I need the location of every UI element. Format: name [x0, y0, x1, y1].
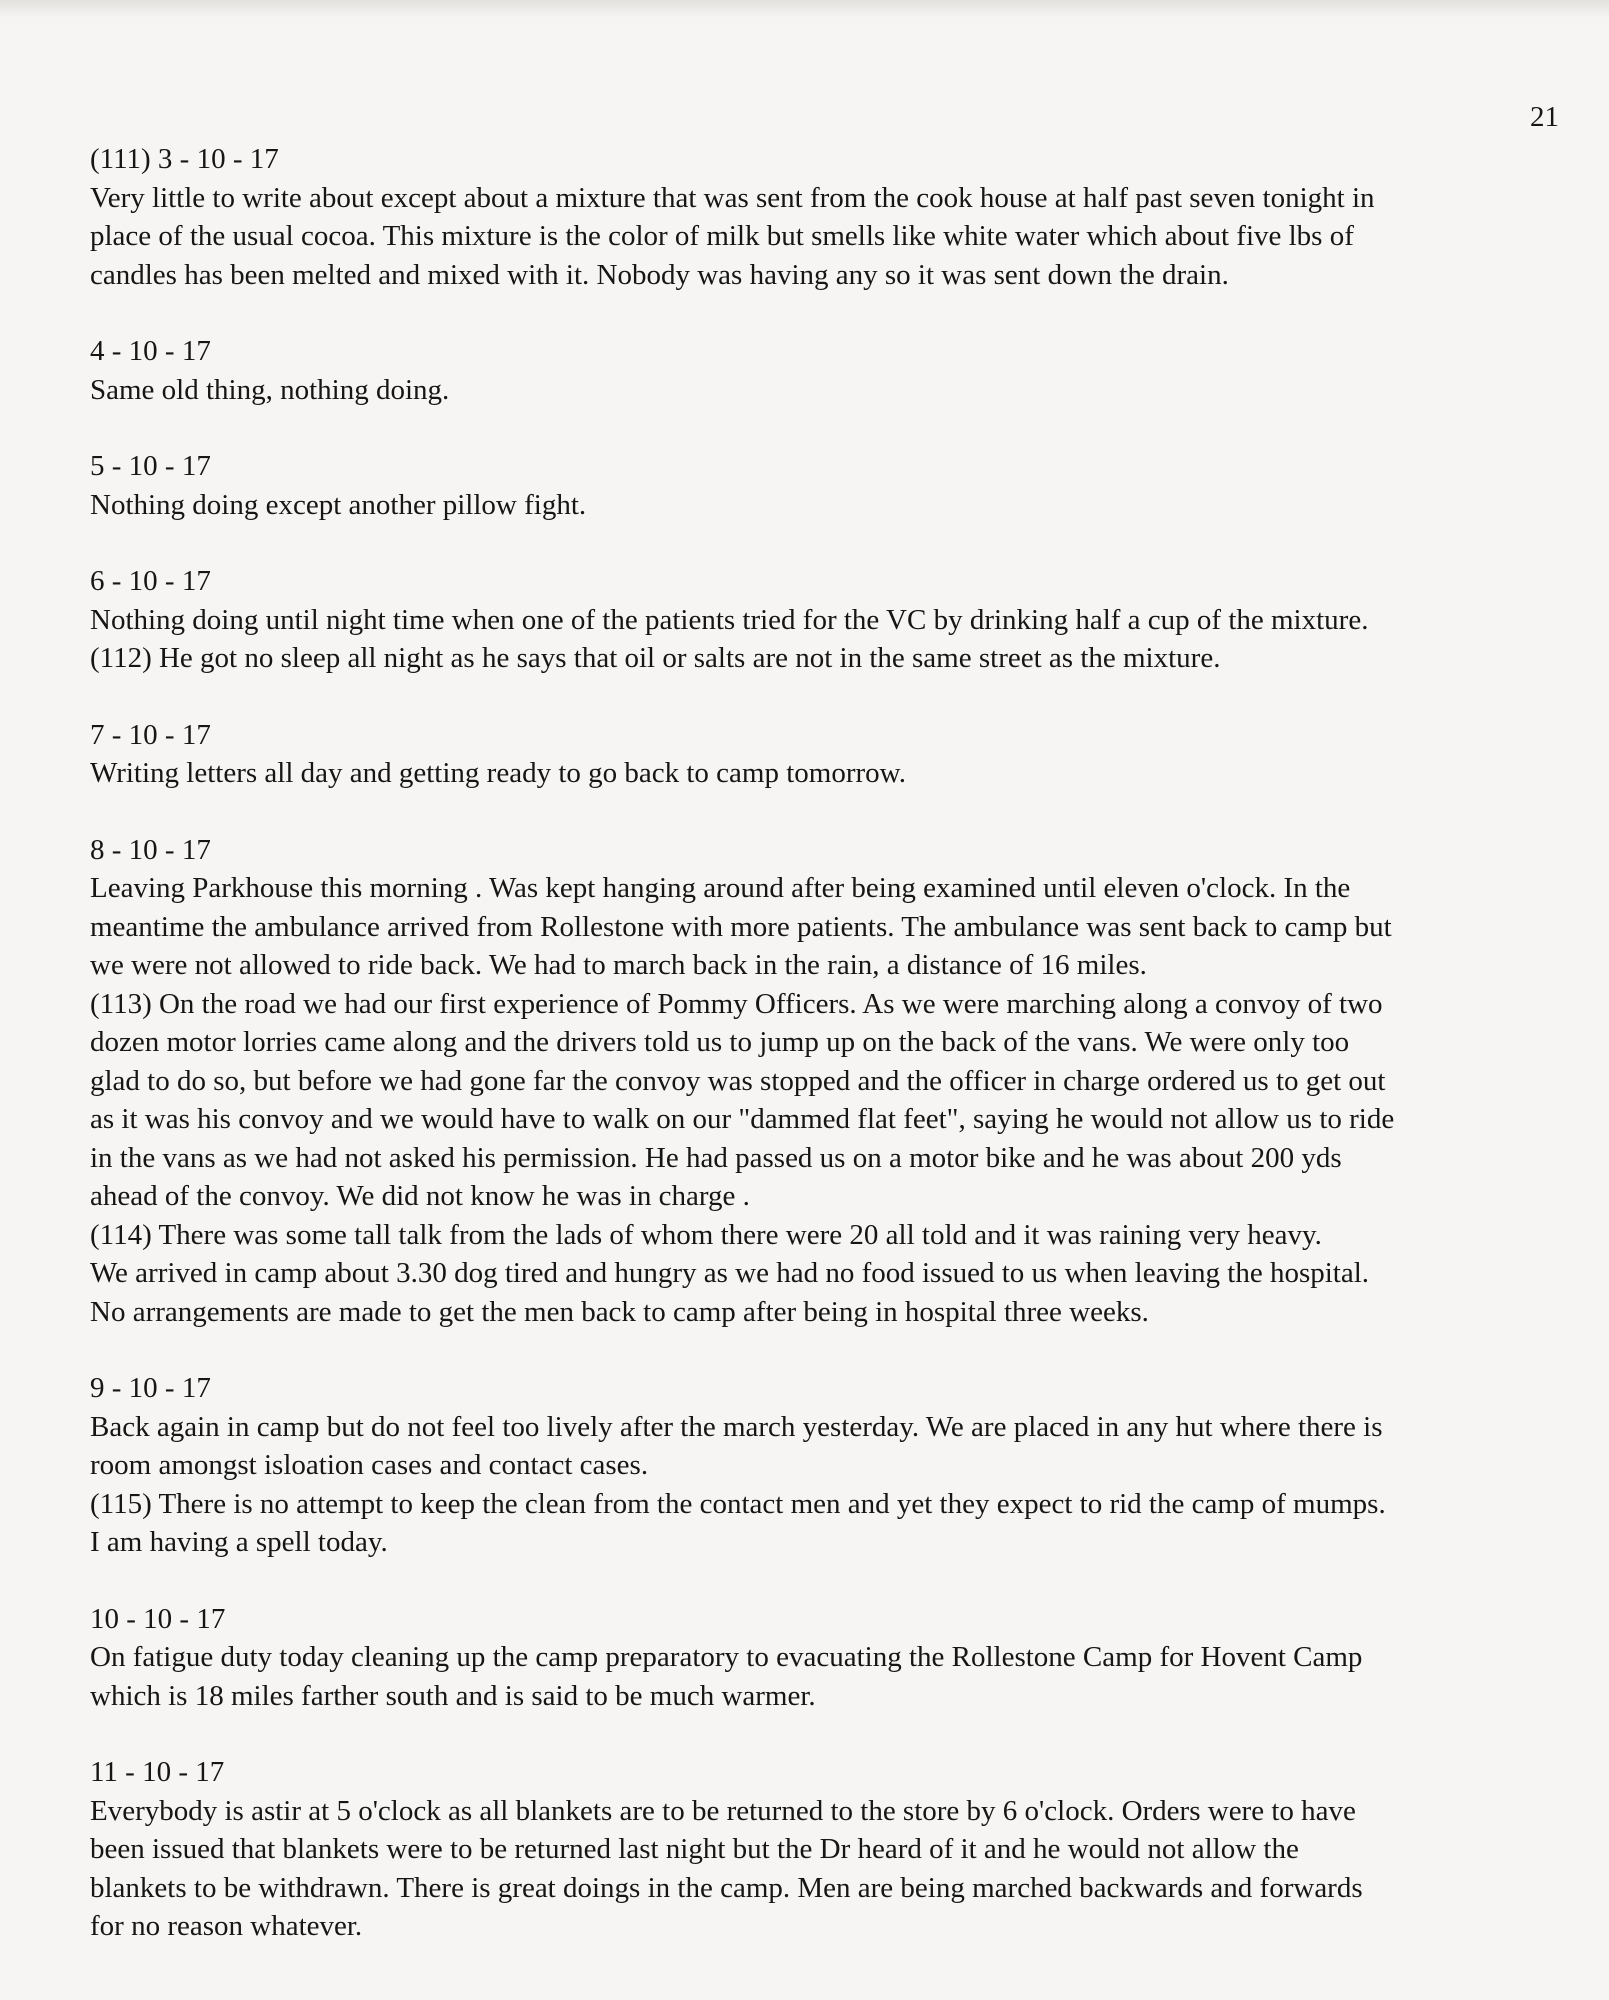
diary-entry: [90, 447, 1570, 524]
diary-content: [90, 140, 1570, 1984]
entry-text-line: been issued that blankets were to be returned last night but the Dr heard of it and he would not allow the: [90, 1833, 1299, 1865]
entry-text-line: I am having a spell today.: [90, 1526, 388, 1558]
diary-entry: [90, 140, 1570, 294]
entry-text-line: (114) There was some tall talk from the lads of whom there were 20 all told and it was raining very heavy.: [90, 1218, 1322, 1251]
entry-text-line: which is 18 miles farther south and is said to be much warmer.: [90, 1679, 816, 1712]
diary-entry: [90, 716, 1570, 793]
entry-date-line: 5 - 10 - 17: [90, 450, 211, 482]
diary-entry: [90, 1369, 1570, 1562]
entry-text-line: blankets to be withdrawn. There is great doings in the camp. Men are being marched backwards and forwards: [90, 1871, 1363, 1904]
entry-text-line: candles has been melted and mixed with it. Nobody was having any so it was sent down the drain.: [90, 258, 1229, 291]
entry-date-line: 10 - 10 - 17: [90, 1602, 226, 1635]
entry-text-line: On fatigue duty today cleaning up the camp preparatory to evacuating the Rollestone Camp for Hovent Camp: [90, 1641, 1363, 1673]
entry-date-line: 11 - 10 - 17: [90, 1756, 225, 1788]
entry-date-line: 7 - 10 - 17: [90, 718, 211, 751]
entry-text-line: Leaving Parkhouse this morning . Was kept hanging around after being examined until eleven o'clock. In the: [90, 872, 1351, 904]
diary-entry: [90, 332, 1570, 409]
entry-text-line: Nothing doing except another pillow fight.: [90, 488, 587, 521]
entry-text-line: we were not allowed to ride back. We had to march back in the rain, a distance of 16 miles.: [90, 949, 1147, 981]
entry-text-line: Very little to write about except about a mixture that was sent from the cook house at half past seven tonight in: [90, 181, 1375, 214]
entry-text-line: meantime the ambulance arrived from Rollestone with more patients. The ambulance was sent back to camp but: [90, 910, 1392, 943]
diary-entry: [90, 1753, 1570, 1946]
entry-text-line: Same old thing, nothing doing.: [90, 373, 450, 406]
page-number: 21: [1530, 101, 1559, 133]
entry-text-line: (113) On the road we had our first experience of Pommy Officers. As we were marching along a convoy of two: [90, 987, 1383, 1020]
entry-text-line: Everybody is astir at 5 o'clock as all blankets are to be returned to the store by 6 o'clock. Orders were to have: [90, 1794, 1356, 1827]
entry-text-line: Writing letters all day and getting ready to go back to camp tomorrow.: [90, 757, 906, 789]
entry-date-line: (111) 3 - 10 - 17: [90, 143, 279, 175]
entry-text-line: Back again in camp but do not feel too lively after the march yesterday. We are placed in any hut where there is: [90, 1410, 1383, 1443]
diary-entry: [90, 1600, 1570, 1716]
entry-text-line: Nothing doing until night time when one of the patients tried for the VC by drinking half a cup of the mixture.: [90, 603, 1369, 636]
entry-text-line: We arrived in camp about 3.30 dog tired and hungry as we had no food issued to us when leaving the hospital.: [90, 1257, 1370, 1289]
entry-text-line: as it was his convoy and we would have to walk on our "dammed flat feet", saying he would not allow us to ride: [90, 1103, 1395, 1135]
entry-text-line: in the vans as we had not asked his permission. He had passed us on a motor bike and he was about 200 yds: [90, 1141, 1342, 1174]
entry-text-line: for no reason whatever.: [90, 1910, 363, 1942]
entry-text-line: room amongst isloation cases and contact cases.: [90, 1449, 649, 1481]
entry-text-line: glad to do so, but before we had gone far the convoy was stopped and the officer in charge ordered us to get out: [90, 1064, 1386, 1097]
entry-text-line: ahead of the convoy. We did not know he was in charge .: [90, 1180, 750, 1212]
entry-text-line: (115) There is no attempt to keep the clean from the contact men and yet they expect to rid the camp of mumps.: [90, 1487, 1386, 1520]
entry-date-line: 4 - 10 - 17: [90, 335, 211, 367]
entry-text-line: dozen motor lorries came along and the drivers told us to jump up on the back of the vans. We were only too: [90, 1026, 1350, 1058]
entry-text-line: place of the usual cocoa. This mixture is the color of milk but smells like white water which about five lbs of: [90, 220, 1354, 252]
entry-date-line: 8 - 10 - 17: [90, 833, 211, 866]
entry-date-line: 9 - 10 - 17: [90, 1372, 211, 1404]
entry-date-line: 6 - 10 - 17: [90, 565, 211, 597]
scan-edge-shadow: [0, 0, 1609, 18]
entry-text-line: No arrangements are made to get the men back to camp after being in hospital three weeks.: [90, 1295, 1149, 1328]
diary-entry: [90, 562, 1570, 678]
entry-text-line: (112) He got no sleep all night as he says that oil or salts are not in the same street as the mixture.: [90, 642, 1221, 674]
diary-entry: [90, 831, 1570, 1332]
